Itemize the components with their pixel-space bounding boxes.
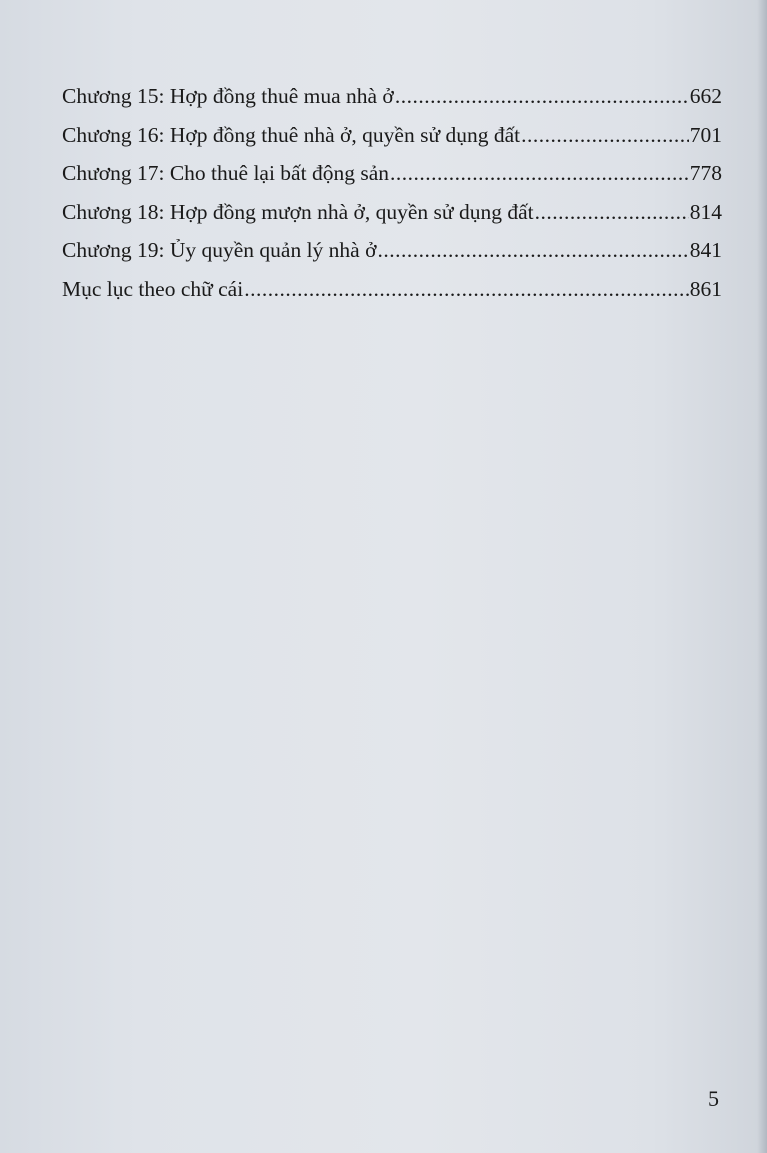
toc-entry xyxy=(62,238,722,277)
toc-entry-page: 861 xyxy=(689,276,722,301)
toc-dot-leader xyxy=(390,161,689,186)
page-number: 5 xyxy=(708,1086,719,1111)
toc-entry-page: 814 xyxy=(689,199,722,224)
toc-entry-title: Chương 16: Hợp đồng thuê nhà ở, quyền sử dụng đất xyxy=(62,122,521,147)
toc-entry-page: 662 xyxy=(689,84,722,108)
toc-dot-leader xyxy=(244,277,689,302)
toc-entry xyxy=(62,200,722,239)
toc-entry xyxy=(62,123,722,162)
toc-entry xyxy=(62,161,722,200)
toc-dot-leader xyxy=(535,200,689,225)
toc-entry-title: Mục lục theo chữ cái xyxy=(62,276,244,301)
toc-entry-title: Chương 18: Hợp đồng mượn nhà ở, quyền sử dụng đất xyxy=(62,199,534,224)
toc-entry-title: Chương 17: Cho thuê lại bất động sản xyxy=(62,161,389,185)
toc-entry xyxy=(62,84,722,123)
toc-dot-leader xyxy=(377,238,688,263)
toc-entry-page: 841 xyxy=(689,238,722,262)
toc-entry-title: Chương 15: Hợp đồng thuê mua nhà ở xyxy=(62,84,394,108)
toc-entry-page: 701 xyxy=(689,122,722,147)
page-edge-shadow xyxy=(757,0,767,1153)
toc-entry-page: 778 xyxy=(689,161,722,185)
toc-entry xyxy=(62,277,722,316)
table-of-contents xyxy=(62,84,722,315)
toc-dot-leader xyxy=(521,123,689,148)
toc-dot-leader xyxy=(395,84,689,109)
toc-entry-title: Chương 19: Ủy quyền quản lý nhà ở xyxy=(62,238,377,262)
